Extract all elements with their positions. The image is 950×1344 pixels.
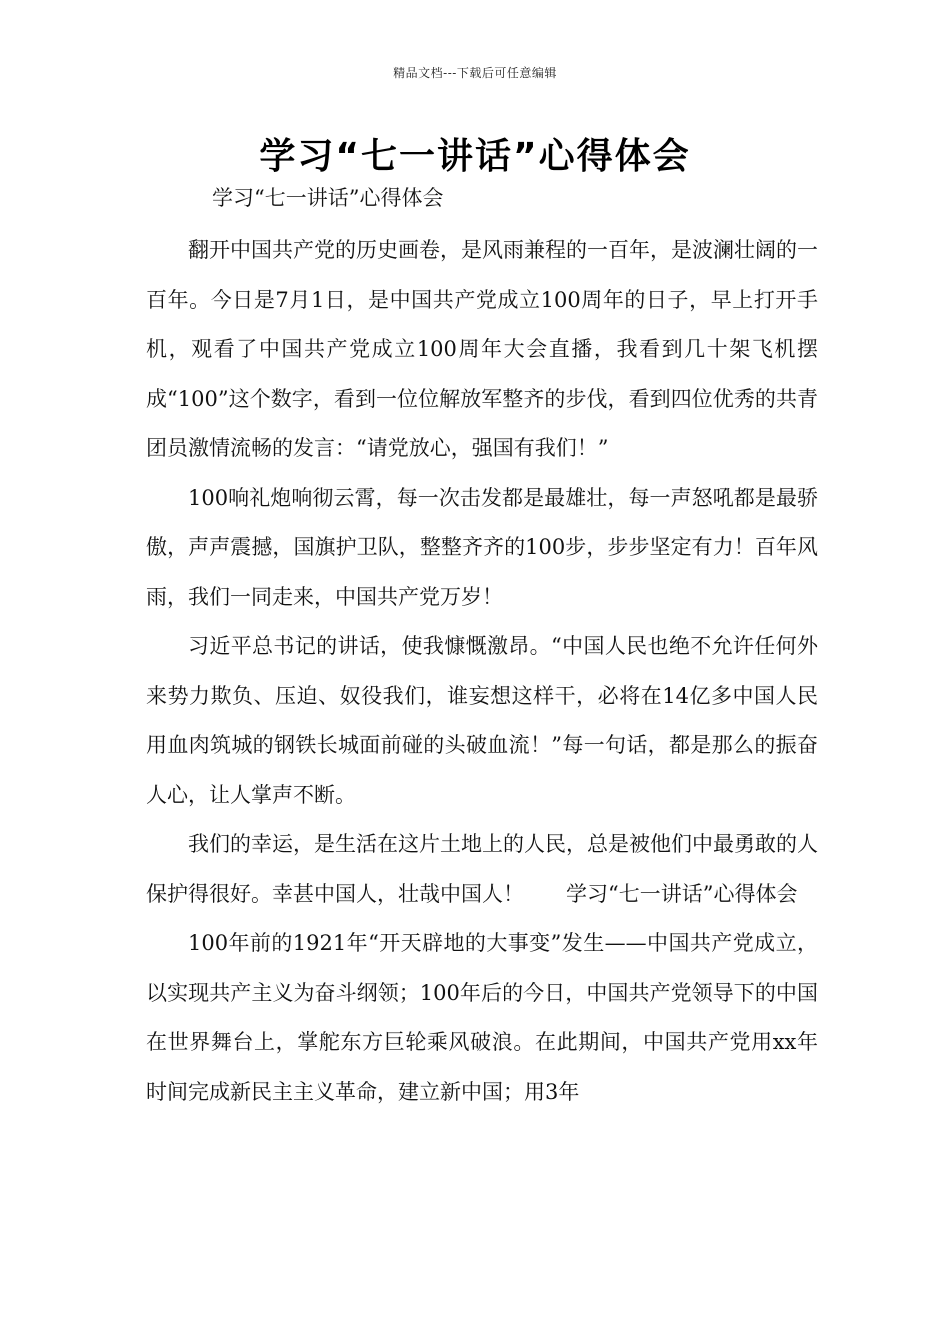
paragraph: 翻开中国共产党的历史画卷，是风雨兼程的一百年，是波澜壮阔的一百年。今日是7月1日，是中国共产党成立100周年的日子，早上打开手机，观看了中国共产党成立100周年大会直播，我看到几十架飞机摆成“100”这个数字，看到一位位解放军整齐的步伐，看到四位优秀的共青团员激情流畅的发言：“请党放心，强国有我们！” [146, 238, 818, 460]
document-title: 学习“七一讲话”心得体会 [259, 136, 691, 177]
document-body [146, 226, 818, 1117]
paragraph: 100年前的1921年“开天辟地的大事变”发生——中国共产党成立，以实现共产主义为奋斗纲领；100年后的今日，中国共产党领导下的中国在世界舞台上，掌舵东方巨轮乘风破浪。在此期间，中国共产党用xx年时间完成新民主主义革命，建立新中国；用3年 [146, 931, 818, 1104]
paragraph: 我们的幸运，是生活在这片土地上的人民，总是被他们中最勇敢的人保护得很好。幸甚中国人，壮哉中国人！ 学习“七一讲话”心得体会 [146, 832, 818, 906]
header-note: 精品文档---下载后可任意编辑 [393, 66, 557, 80]
document-subtitle: 学习“七一讲话”心得体会 [212, 186, 444, 210]
paragraph: 100响礼炮响彻云霄，每一次击发都是最雄壮，每一声怒吼都是最骄傲，声声震撼，国旗护卫队，整整齐齐的100步，步步坚定有力！百年风雨，我们一同走来，中国共产党万岁！ [146, 485, 818, 609]
paragraph: 习近平总书记的讲话，使我慷慨激昂。“中国人民也绝不允许任何外来势力欺负、压迫、奴役我们，谁妄想这样干，必将在14亿多中国人民用血肉筑城的钢铁长城面前碰的头破血流！”每一句话，都是那么的振奋人心，让人掌声不断。 [146, 634, 818, 807]
